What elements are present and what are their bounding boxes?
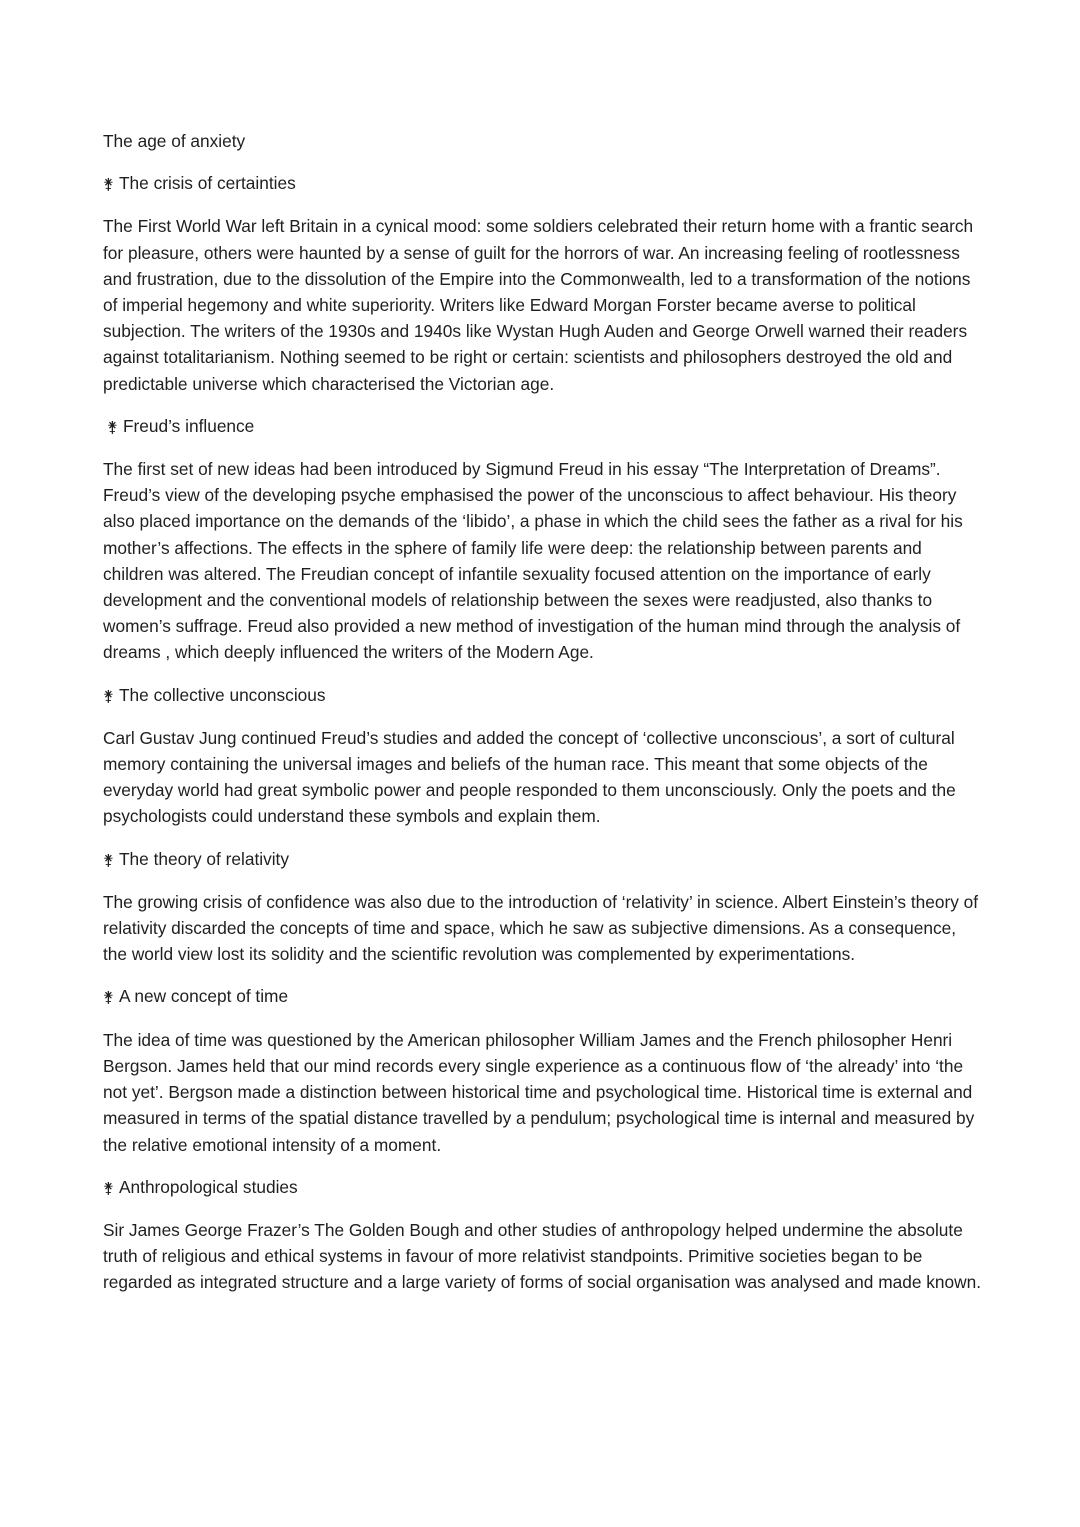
section-heading-label: Anthropological studies [119, 1176, 298, 1197]
section-heading-label: Freud’s influence [123, 415, 255, 436]
document-title: The age of anxiety [103, 131, 246, 151]
section-heading-theory-of-relativity [103, 846, 983, 874]
section-body-theory-of-relativity: The growing crisis of confidence was also due to the introduction of ‘relativity’ in science. Albert Einstein’s theory of relativity discarded the concepts of time and space, which he saw as subjective dimensions. As a consequence, the world view lost its solidity and the scientific revolution was complemented by experimentations. [103, 891, 979, 965]
document-page [103, 128, 983, 1312]
section-heading-crisis-of-certainties [103, 170, 983, 198]
bullet-icon: ⚵ [103, 176, 114, 194]
bullet-icon: ⚵ [103, 989, 114, 1007]
bullet-icon: ⚵ [103, 1179, 114, 1197]
section-heading-label: A new concept of time [119, 986, 289, 1007]
bullet-icon: ⚵ [103, 687, 114, 705]
section-heading-anthropological-studies [103, 1174, 983, 1202]
section-body-collective-unconscious: Carl Gustav Jung continued Freud’s studies and added the concept of ‘collective unconscious’, a sort of cultural memory containing the universal images and beliefs of the human race. This meant that some objects of the everyday world had great symbolic power and people responded to them unconsciously. Only the poets and the psychologists could understand these symbols and explain them. [103, 727, 956, 827]
section-heading-label: The crisis of certainties [119, 173, 296, 194]
section-heading-new-concept-of-time [103, 983, 983, 1011]
bullet-icon: ⚵ [107, 418, 118, 436]
section-body-freuds-influence: The first set of new ideas had been introduced by Sigmund Freud in his essay “The Interpretation of Dreams”. Freud’s view of the developing psyche emphasised the power of the unconscious to affect behaviour. His theory also placed importance on the demands of the ‘libido’, a phase in which the child sees the father as a rival for his mother’s affections. The effects in the sphere of family life were deep: the relationship between parents and children was altered. The Freudian concept of infantile sexuality focused attention on the importance of early development and the conventional models of relationship between the sexes were readjusted, also thanks to women’s suffrage. Freud also provided a new method of investigation of the human mind through the analysis of dreams , which deeply influenced the writers of the Modern Age. [103, 459, 963, 663]
section-body-crisis-of-certainties: The First World War left Britain in a cynical mood: some soldiers celebrated their return home with a frantic search for pleasure, others were haunted by a sense of guilt for the horrors of war. An increasing feeling of rootlessness and frustration, due to the dissolution of the Empire into the Commonwealth, led to a transformation of the notions of imperial hegemony and white superiority. Writers like Edward Morgan Forster became averse to political subjection. The writers of the 1930s and 1940s like Wystan Hugh Auden and George Orwell warned their readers against totalitarianism. Nothing seemed to be right or certain: scientists and philosophers destroyed the old and predictable universe which characterised the Victorian age. [103, 216, 974, 394]
section-body-new-concept-of-time: The idea of time was questioned by the American philosopher William James and the French philosopher Henri Bergson. James held that our mind records every single experience as a continuous flow of ‘the already’ into ‘the not yet’. Bergson made a distinction between historical time and psychological time. Historical time is external and measured in terms of the spatial distance travelled by a pendulum; psychological time is internal and measured by the relative emotional intensity of a moment. [103, 1029, 975, 1155]
section-heading-label: The theory of relativity [119, 848, 290, 869]
section-heading-freuds-influence [103, 413, 983, 441]
bullet-icon: ⚵ [103, 851, 114, 869]
section-heading-label: The collective unconscious [119, 684, 326, 705]
section-heading-collective-unconscious [103, 682, 983, 710]
section-body-anthropological-studies: Sir James George Frazer’s The Golden Bough and other studies of anthropology helped undermine the absolute truth of religious and ethical systems in favour of more relativist standpoints. Primitive societies began to be regarded as integrated structure and a large variety of forms of social organisation was analysed and made known. [103, 1219, 981, 1293]
